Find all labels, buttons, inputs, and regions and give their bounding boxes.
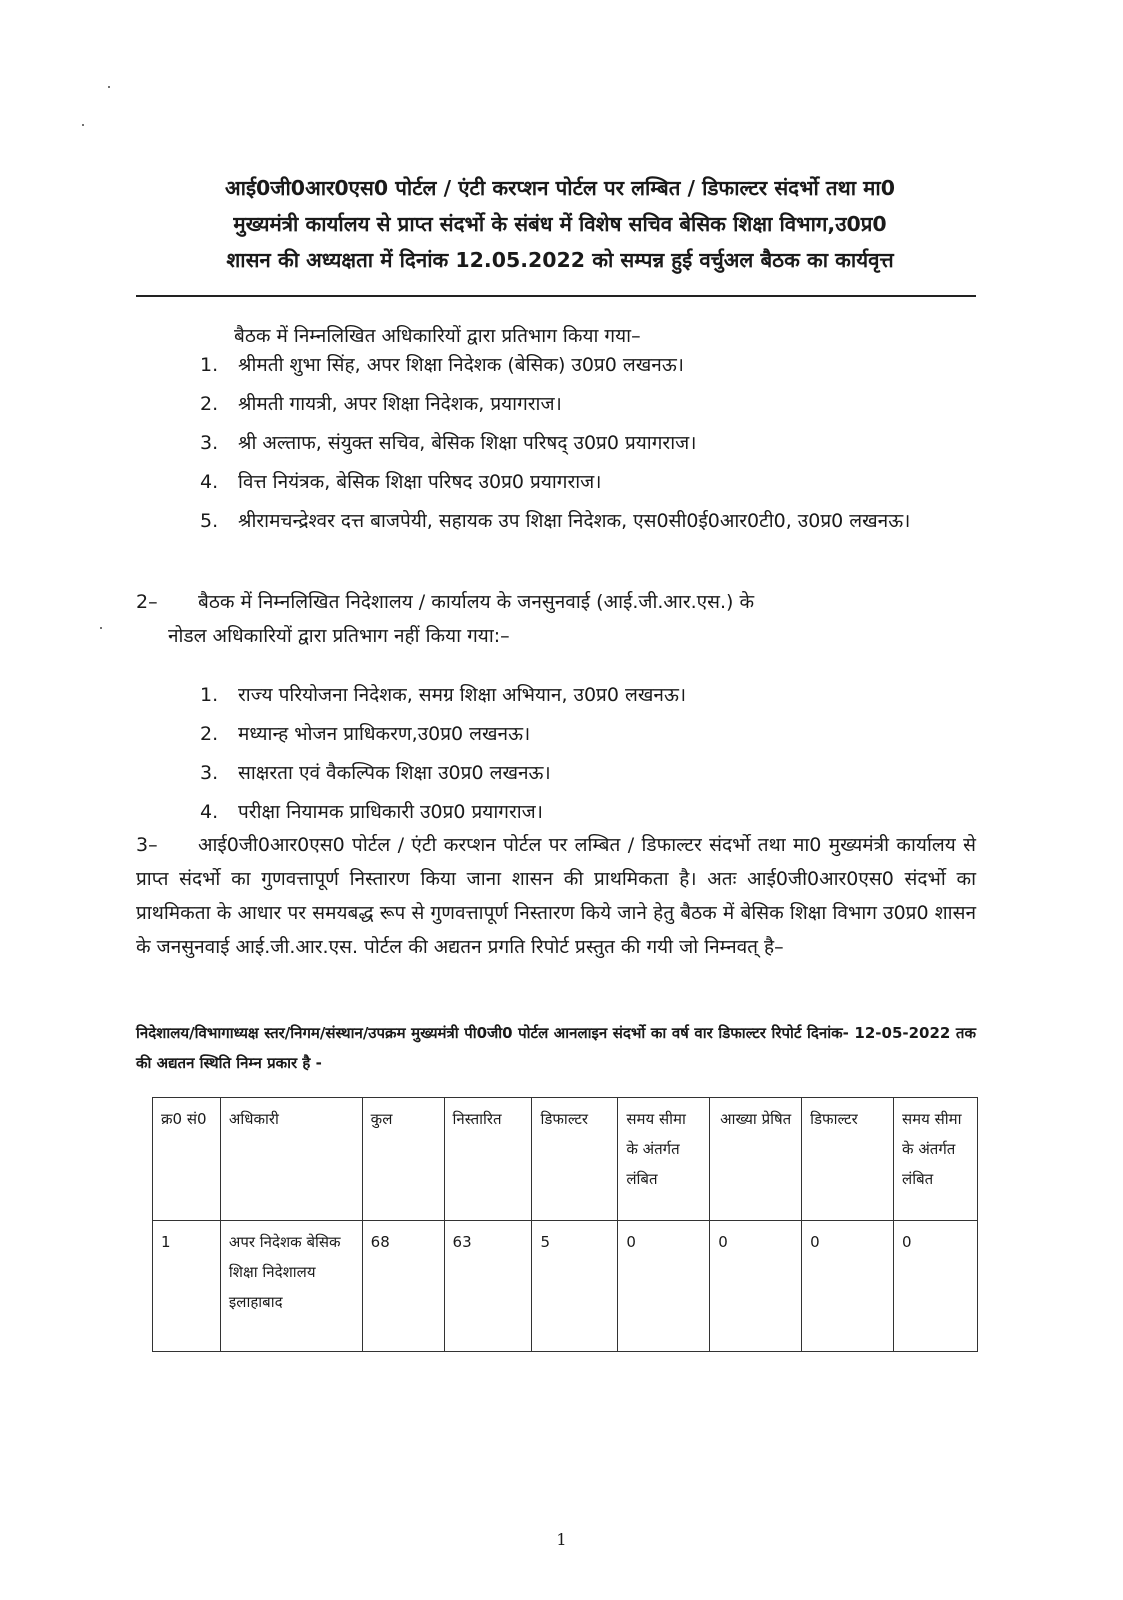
list-item-number: 2. [200, 393, 219, 415]
list-item [200, 719, 980, 749]
list-item-number: 5. [200, 510, 219, 532]
column-header: डिफाल्टर [532, 1098, 618, 1221]
scan-speck [108, 86, 110, 88]
list-item-text: श्रीमती गायत्री, अपर शिक्षा निदेशक, प्रयागराज। [238, 393, 562, 415]
list-item-number: 4. [200, 801, 219, 823]
column-header: समय सीमा के अंतर्गत लंबित [894, 1098, 978, 1221]
list-item-text: परीक्षा नियामक प्राधिकारी उ0प्र0 प्रयागराज। [238, 801, 543, 823]
title-underline [136, 295, 976, 297]
title-line: आई0जी0आर0एस0 पोर्टल / एंटी करप्शन पोर्टल पर लम्बित / डिफाल्टर संदर्भो तथा मा0 [225, 176, 895, 200]
scan-speck [82, 124, 84, 126]
list-item-text: श्री अल्ताफ, संयुक्त सचिव, बेसिक शिक्षा परिषद् उ0प्र0 प्रयागराज। [238, 432, 697, 454]
table-cell: 5 [532, 1221, 618, 1352]
table-cell: 0 [894, 1221, 978, 1352]
list-item-text: मध्यान्ह भोजन प्राधिकरण,उ0प्र0 लखनऊ। [238, 723, 531, 745]
column-header: निस्तारित [444, 1098, 532, 1221]
list-item [200, 797, 980, 827]
list-item-number: 3. [200, 762, 219, 784]
table-cell: 0 [710, 1221, 802, 1352]
table-cell: 63 [444, 1221, 532, 1352]
list-item [200, 350, 980, 380]
table-cell: 68 [362, 1221, 444, 1352]
table-header-row [153, 1098, 978, 1221]
scan-speck [100, 627, 102, 629]
column-header: आख्या प्रेषित [710, 1098, 802, 1221]
column-header: समय सीमा के अंतर्गत लंबित [618, 1098, 710, 1221]
list-item [200, 758, 980, 788]
list-item [200, 389, 980, 419]
defaulter-report-table [152, 1097, 978, 1352]
column-header: क्र0 सं0 [153, 1098, 221, 1221]
list-item-text: श्रीमती शुभा सिंह, अपर शिक्षा निदेशक (बेसिक) उ0प्र0 लखनऊ। [238, 354, 684, 376]
document-title [130, 170, 990, 278]
list-item [200, 467, 980, 497]
list-item-number: 1. [200, 684, 219, 706]
list-item-number: 1. [200, 354, 219, 376]
paragraph-text: आई0जी0आर0एस0 पोर्टल / एंटी करप्शन पोर्टल पर लम्बित / डिफाल्टर संदर्भो तथा मा0 मुख्यमंत्री कार्यालय से प्राप्त संदर्भो का गुणवत्तापूर्ण निस्तारण किया जाना शासन की प्राथमिकता है। अतः आई0जी0आर0एस0 संदर्भो का प्राथमिकता के आधार पर समयबद्ध रूप से गुणवत्तापूर्ण निस्तारण किये जाने हेतु बैठक में बेसिक शिक्षा विभाग उ0प्र0 शासन के जनसुनवाई आई.जी.आर.एस. पोर्टल की अद्यतन प्रगति रिपोर्ट प्रस्तुत की गयी जो निम्नवत् है– [136, 834, 976, 958]
list-item [200, 506, 980, 536]
table-cell: 0 [618, 1221, 710, 1352]
progress-paragraph [136, 828, 976, 964]
absentees-paragraph [136, 585, 976, 653]
table-cell: 0 [802, 1221, 894, 1352]
column-header: कुल [362, 1098, 444, 1221]
title-line: मुख्यमंत्री कार्यालय से प्राप्त संदर्भो के संबंध में विशेष सचिव बेसिक शिक्षा विभाग,उ0प्र0 [233, 212, 887, 236]
paragraph-text: नोडल अधिकारियों द्वारा प्रतिभाग नहीं किया गया:– [168, 625, 510, 647]
table-row [153, 1221, 978, 1352]
list-item-text: राज्य परियोजना निदेशक, समग्र शिक्षा अभियान, उ0प्र0 लखनऊ। [238, 684, 687, 706]
column-header: अधिकारी [220, 1098, 362, 1221]
page-number: 1 [556, 1530, 567, 1549]
report-heading: निदेशालय/विभागाध्यक्ष स्तर/निगम/संस्थान/उपक्रम मुख्यमंत्री पी0जी0 पोर्टल आनलाइन संदर्भो का वर्ष वार डिफाल्टर रिपोर्ट दिनांक- 12-05-2022 तक की अद्यतन स्थिति निम्न प्रकार है - [136, 1024, 976, 1072]
list-item-text: साक्षरता एवं वैकल्पिक शिक्षा उ0प्र0 लखनऊ। [238, 762, 551, 784]
list-item-text: श्रीरामचन्द्रेश्वर दत्त बाजपेयी, सहायक उप शिक्षा निदेशक, एस0सी0ई0आर0टी0, उ0प्र0 लखनऊ। [238, 510, 911, 532]
attendees-intro: बैठक में निम्नलिखित अधिकारियों द्वारा प्रतिभाग किया गया– [234, 325, 641, 347]
list-item-number: 3. [200, 432, 219, 454]
paragraph-number: 2– [136, 591, 158, 613]
list-item-number: 2. [200, 723, 219, 745]
column-header: डिफाल्टर [802, 1098, 894, 1221]
list-item-text: वित्त नियंत्रक, बेसिक शिक्षा परिषद उ0प्र0 प्रयागराज। [238, 471, 602, 493]
list-item-number: 4. [200, 471, 219, 493]
absentees-list [200, 680, 980, 836]
paragraph-text: बैठक में निम्नलिखित निदेशालय / कार्यालय के जनसुनवाई (आई.जी.आर.एस.) के [198, 591, 755, 613]
table-cell: 1 [153, 1221, 221, 1352]
list-item [200, 428, 980, 458]
title-line: शासन की अध्यक्षता में दिनांक 12.05.2022 को सम्पन्न हुई वर्चुअल बैठक का कार्यवृत्त [226, 248, 894, 272]
table-cell: अपर निदेशक बेसिक शिक्षा निदेशालय इलाहाबाद [220, 1221, 362, 1352]
paragraph-number: 3– [136, 834, 158, 856]
attendees-list [200, 350, 980, 545]
list-item [200, 680, 980, 710]
